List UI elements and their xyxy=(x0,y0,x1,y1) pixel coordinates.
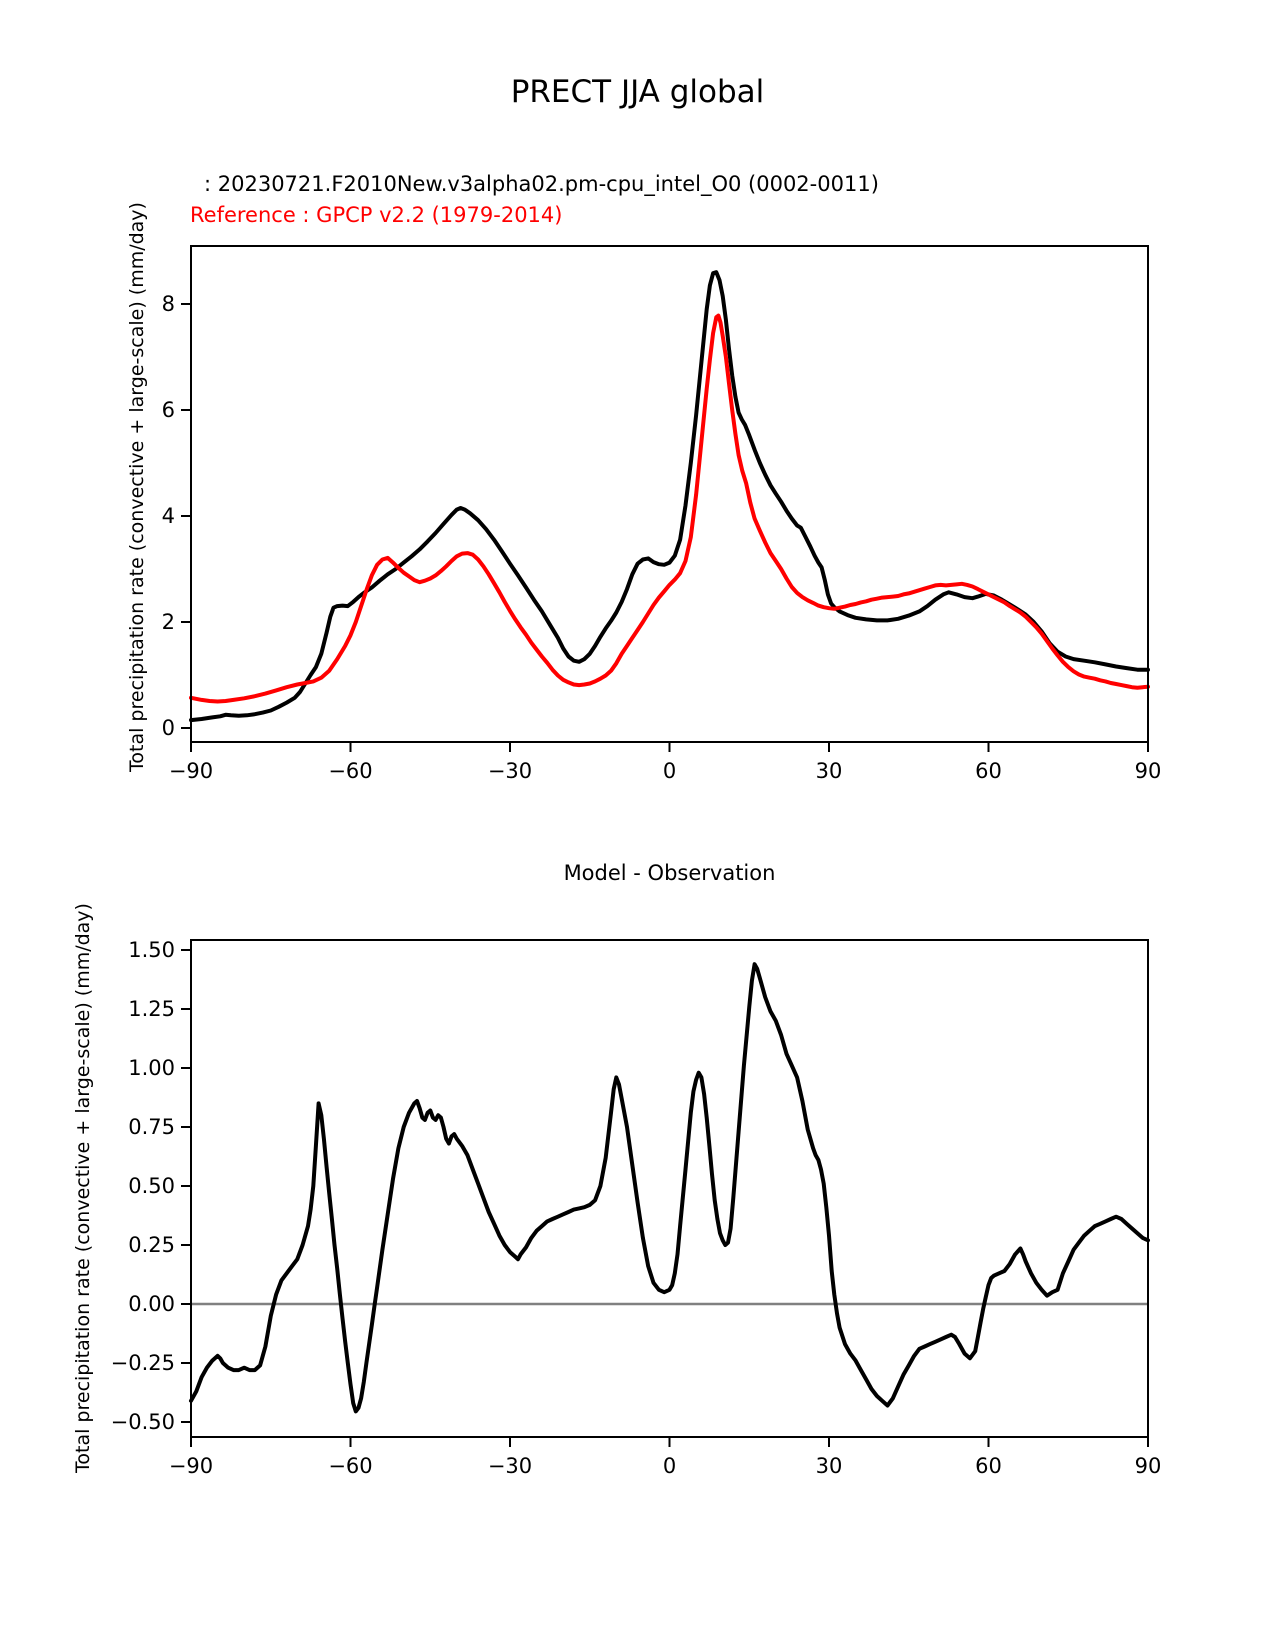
bottom-chart-title: Model - Observation xyxy=(563,861,776,885)
reference-label: Reference : GPCP v2.2 (1979-2014) xyxy=(190,203,563,227)
y-tick-label: 2 xyxy=(161,610,175,635)
x-tick-label: −90 xyxy=(168,1454,214,1478)
model-run-label: : 20230721.F2010New.v3alpha02.pm-cpu_intel_O0 (0002-0011) xyxy=(204,172,879,196)
x-tick-label: 90 xyxy=(1134,759,1162,783)
top-chart-frame xyxy=(191,246,1148,742)
bottom-chart-frame xyxy=(191,940,1148,1437)
difference-curve xyxy=(191,964,1148,1411)
y-tick-label: 1.25 xyxy=(128,997,175,1022)
x-tick-label: 0 xyxy=(662,759,677,783)
y-tick-label: 0.50 xyxy=(128,1173,175,1198)
y-tick-label: 0.75 xyxy=(128,1115,175,1140)
model-curve xyxy=(191,272,1148,720)
bottom-chart xyxy=(111,938,1162,1478)
x-tick-label: 0 xyxy=(662,1454,677,1478)
x-tick-label: 90 xyxy=(1134,1454,1162,1478)
x-tick-label: −30 xyxy=(487,1454,533,1478)
top-chart xyxy=(162,246,1162,783)
top-chart-ylabel: Total precipitation rate (convective + large-scale) (mm/day) xyxy=(126,202,148,772)
y-tick-label: −0.50 xyxy=(110,1409,175,1434)
y-tick-label: 4 xyxy=(161,503,175,528)
x-tick-label: −60 xyxy=(328,1454,373,1478)
bottom-chart-ylabel: Total precipitation rate (convective + large-scale) (mm/day) xyxy=(72,903,94,1473)
x-tick-label: 30 xyxy=(815,759,843,783)
x-tick-label: −60 xyxy=(328,759,373,783)
y-tick-label: 6 xyxy=(161,397,175,422)
x-tick-label: 60 xyxy=(975,1454,1002,1478)
y-tick-label: 8 xyxy=(161,291,175,316)
y-tick-label: 1.50 xyxy=(128,938,175,963)
x-tick-label: 60 xyxy=(975,759,1002,783)
y-tick-label: 1.00 xyxy=(128,1056,175,1081)
y-tick-label: 0.00 xyxy=(128,1291,175,1316)
y-tick-label: 0 xyxy=(161,716,175,741)
reference-curve xyxy=(191,316,1148,702)
y-tick-label: −0.25 xyxy=(110,1350,175,1375)
figure-title: PRECT JJA global xyxy=(510,74,765,110)
y-tick-label: 0.25 xyxy=(128,1232,175,1257)
x-tick-label: 30 xyxy=(815,1454,843,1478)
x-tick-label: −30 xyxy=(487,759,533,783)
x-tick-label: −90 xyxy=(168,759,214,783)
